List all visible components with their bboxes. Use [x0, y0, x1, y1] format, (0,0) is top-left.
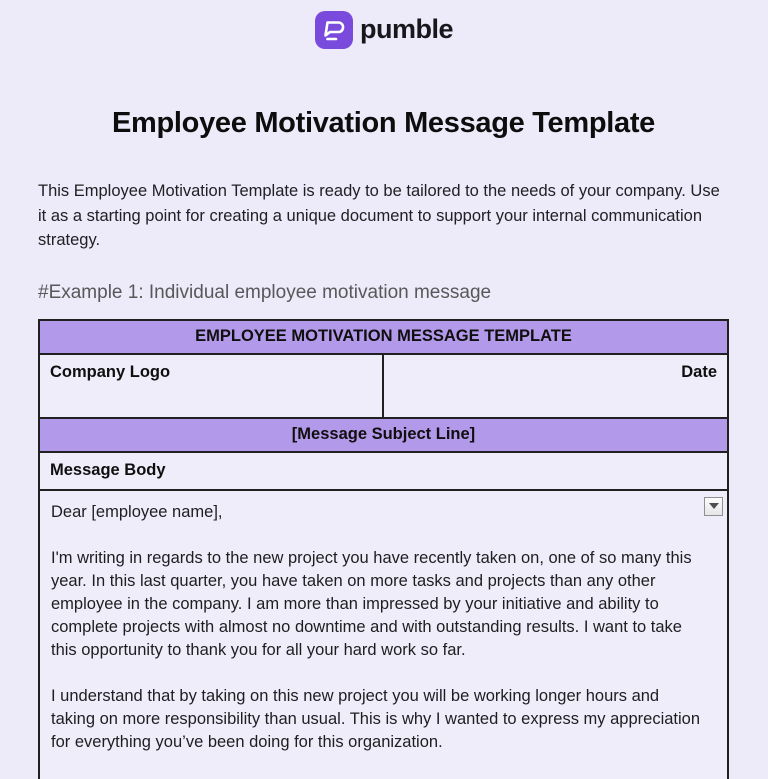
brand-name: pumble: [359, 14, 453, 44]
date-cell: Date: [681, 362, 717, 381]
company-logo-cell: Company Logo: [40, 355, 384, 417]
message-body-cell: [40, 491, 727, 779]
brand-header: [0, 0, 768, 50]
page-title: Employee Motivation Message Template: [111, 107, 656, 139]
body-salutation: Dear [employee name],: [51, 502, 223, 521]
body-paragraph: I understand that by taking on this new project you will be working longer hours and taking on more responsibility than usual. This is why I wanted to express my appreciation for everything you’ve been doing for this organization.: [51, 686, 701, 751]
example-heading: #Example 1: Individual employee motivation message: [38, 281, 492, 303]
body-paragraph: I'm writing in regards to the new project you have recently taken on, one of so many this year. In this last quarter, you have taken on more tasks and projects than any other employee in the company. I am more than impressed by your initiative and ability to complete projects with almost no downtime and with outstanding results. I want to take this opportunity to thank you for all your hard work so far.: [51, 548, 692, 659]
page-content: [38, 107, 729, 779]
dropdown-arrow-button[interactable]: [704, 497, 723, 516]
pumble-logo-icon: [315, 11, 353, 49]
motivation-template-table: [38, 319, 729, 779]
dropdown-arrow-icon: [709, 503, 719, 509]
intro-paragraph: This Employee Motivation Template is ready to be tailored to the needs of your company. Use it as a starting point for creating a unique document to support your internal communication strategy.: [38, 182, 720, 249]
table-header-row: EMPLOYEE MOTIVATION MESSAGE TEMPLATE: [40, 321, 727, 355]
logo-date-row: [40, 355, 727, 419]
subject-line-row: [Message Subject Line]: [40, 419, 727, 453]
message-body-label-row: Message Body: [40, 453, 727, 491]
